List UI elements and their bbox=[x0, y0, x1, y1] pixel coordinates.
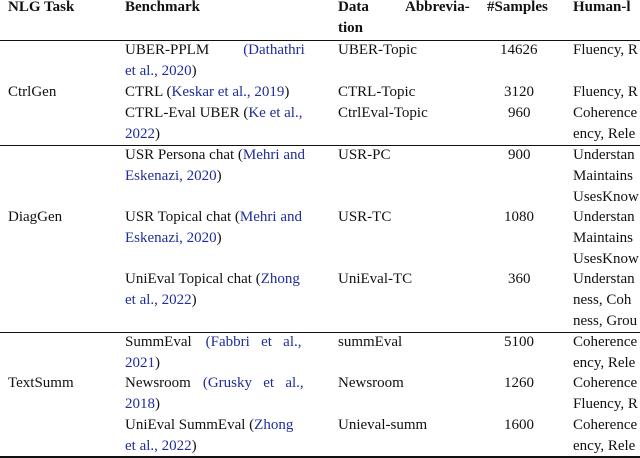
row4-benchmark: USR Persona chat (Mehri and bbox=[125, 147, 305, 163]
row8-benchmark-line2: 2018) bbox=[125, 396, 160, 412]
row8-human-line1: Coherence bbox=[573, 375, 638, 391]
row8-samples: 1260 bbox=[504, 375, 534, 391]
row4-human-line1: Understan bbox=[573, 147, 635, 163]
row8-abbrev: Newsroom bbox=[338, 375, 404, 391]
row7-samples: 5100 bbox=[504, 334, 534, 350]
row4-abbrev: USR-PC bbox=[338, 147, 391, 163]
row7-human-line2: ency, Rele bbox=[573, 355, 636, 371]
row3-benchmark-line2: 2022) bbox=[125, 126, 160, 142]
header-nlg-task: NLG Task bbox=[8, 0, 75, 15]
row7-citation-year[interactable]: 2021 bbox=[125, 355, 155, 371]
group-diaggen: DiagGen bbox=[8, 209, 63, 225]
group-rule-1 bbox=[0, 145, 640, 146]
row3-samples: 960 bbox=[508, 105, 531, 121]
row8-human-line2: Fluency, R bbox=[573, 396, 638, 412]
row2-samples: 3120 bbox=[504, 84, 534, 100]
row1-benchmark-line2: et al., 2020) bbox=[125, 63, 197, 79]
row7-abbrev: summEval bbox=[338, 334, 403, 350]
row7-benchmark: SummEval (Fabbri et al., bbox=[125, 334, 302, 350]
row8-benchmark: Newsroom (Grusky et al., bbox=[125, 375, 304, 391]
row6-citation-year[interactable]: et al., 2022 bbox=[125, 292, 192, 308]
row5-citation[interactable]: Mehri and bbox=[239, 209, 302, 225]
row9-benchmark: UniEval SummEval (Zhong bbox=[125, 417, 294, 433]
row1-samples: 14626 bbox=[500, 42, 538, 58]
row4-citation[interactable]: Mehri and bbox=[242, 147, 305, 163]
row5-human-line1: Understan bbox=[573, 209, 635, 225]
row1-benchmark-name: UBER-PPLM bbox=[125, 42, 210, 58]
row5-benchmark: USR Topical chat (Mehri and bbox=[125, 209, 302, 225]
row5-human-line2: Maintains bbox=[573, 230, 633, 246]
group-rule-2 bbox=[0, 332, 640, 333]
row4-samples: 900 bbox=[508, 147, 531, 163]
row6-human-line1: Understan bbox=[573, 271, 635, 287]
header-abbrev-data: Data bbox=[338, 0, 369, 15]
header-abbrev-abbrevia: Abbrevia- bbox=[405, 0, 470, 15]
row6-benchmark: UniEval Topical chat (Zhong bbox=[125, 271, 300, 287]
row6-samples: 360 bbox=[508, 271, 531, 287]
row3-human-line2: ency, Rele bbox=[573, 126, 636, 142]
row6-human-line2: ness, Coh bbox=[573, 292, 632, 308]
header-rule bbox=[0, 40, 640, 41]
row8-citation[interactable]: (Grusky et al., bbox=[202, 375, 304, 391]
row9-abbrev: Unieval-summ bbox=[338, 417, 428, 433]
row3-benchmark: CTRL-Eval UBER (Ke et al., bbox=[125, 105, 303, 121]
row3-human-line1: Coherence bbox=[573, 105, 638, 121]
row5-abbrev: USR-TC bbox=[338, 209, 392, 225]
group-ctrlgen: CtrlGen bbox=[8, 84, 57, 100]
row1-abbrev: UBER-Topic bbox=[338, 42, 417, 58]
row2-abbrev: CTRL-Topic bbox=[338, 84, 416, 100]
row7-benchmark-line2: 2021) bbox=[125, 355, 160, 371]
row8-citation-year[interactable]: 2018 bbox=[125, 396, 155, 412]
row1-benchmark bbox=[125, 40, 305, 61]
row1-citation[interactable]: (Dathathri bbox=[243, 42, 305, 58]
row4-human-line2: Maintains bbox=[573, 168, 633, 184]
row3-citation-year[interactable]: 2022 bbox=[125, 126, 155, 142]
row4-benchmark-line2: Eskenazi, 2020) bbox=[125, 168, 222, 184]
row7-human-line1: Coherence bbox=[573, 334, 638, 350]
header-human: Human-l bbox=[573, 0, 631, 15]
row7-citation[interactable]: (Fabbri et al., bbox=[205, 334, 302, 350]
row3-citation[interactable]: Ke et al., bbox=[248, 105, 303, 121]
row2-human: Fluency, R bbox=[573, 84, 638, 100]
row1-citation-year[interactable]: et al., 2020 bbox=[125, 63, 192, 79]
row6-human-line3: ness, Grou bbox=[573, 313, 638, 329]
row2-benchmark: CTRL (Keskar et al., 2019) bbox=[125, 84, 290, 100]
row6-abbrev: UniEval-TC bbox=[338, 271, 413, 287]
group-textsumm: TextSumm bbox=[8, 375, 74, 391]
row3-abbrev: CtrlEval-Topic bbox=[338, 105, 428, 121]
row4-citation-year[interactable]: Eskenazi, 2020 bbox=[125, 168, 217, 184]
row5-citation-year[interactable]: Eskenazi, 2020 bbox=[125, 230, 217, 246]
row9-human-line1: Coherence bbox=[573, 417, 638, 433]
row9-human-line2: ency, Rele bbox=[573, 438, 636, 454]
row2-citation[interactable]: Keskar et al., 2019 bbox=[171, 84, 285, 100]
row6-citation[interactable]: Zhong bbox=[260, 271, 300, 287]
header-abbrev-tion: tion bbox=[338, 20, 364, 36]
row4-human-line3: UsesKnow bbox=[573, 189, 639, 205]
row5-benchmark-line2: Eskenazi, 2020) bbox=[125, 230, 222, 246]
row5-samples: 1080 bbox=[504, 209, 534, 225]
header-benchmark: Benchmark bbox=[125, 0, 200, 15]
row5-human-line3: UsesKnow bbox=[573, 251, 639, 267]
row9-samples: 1600 bbox=[504, 417, 534, 433]
row6-benchmark-line2: et al., 2022) bbox=[125, 292, 197, 308]
row9-benchmark-line2: et al., 2022) bbox=[125, 438, 197, 454]
row1-human: Fluency, R bbox=[573, 42, 638, 58]
row9-citation[interactable]: Zhong bbox=[254, 417, 294, 433]
row9-citation-year[interactable]: et al., 2022 bbox=[125, 438, 192, 454]
header-samples: #Samples bbox=[487, 0, 548, 15]
